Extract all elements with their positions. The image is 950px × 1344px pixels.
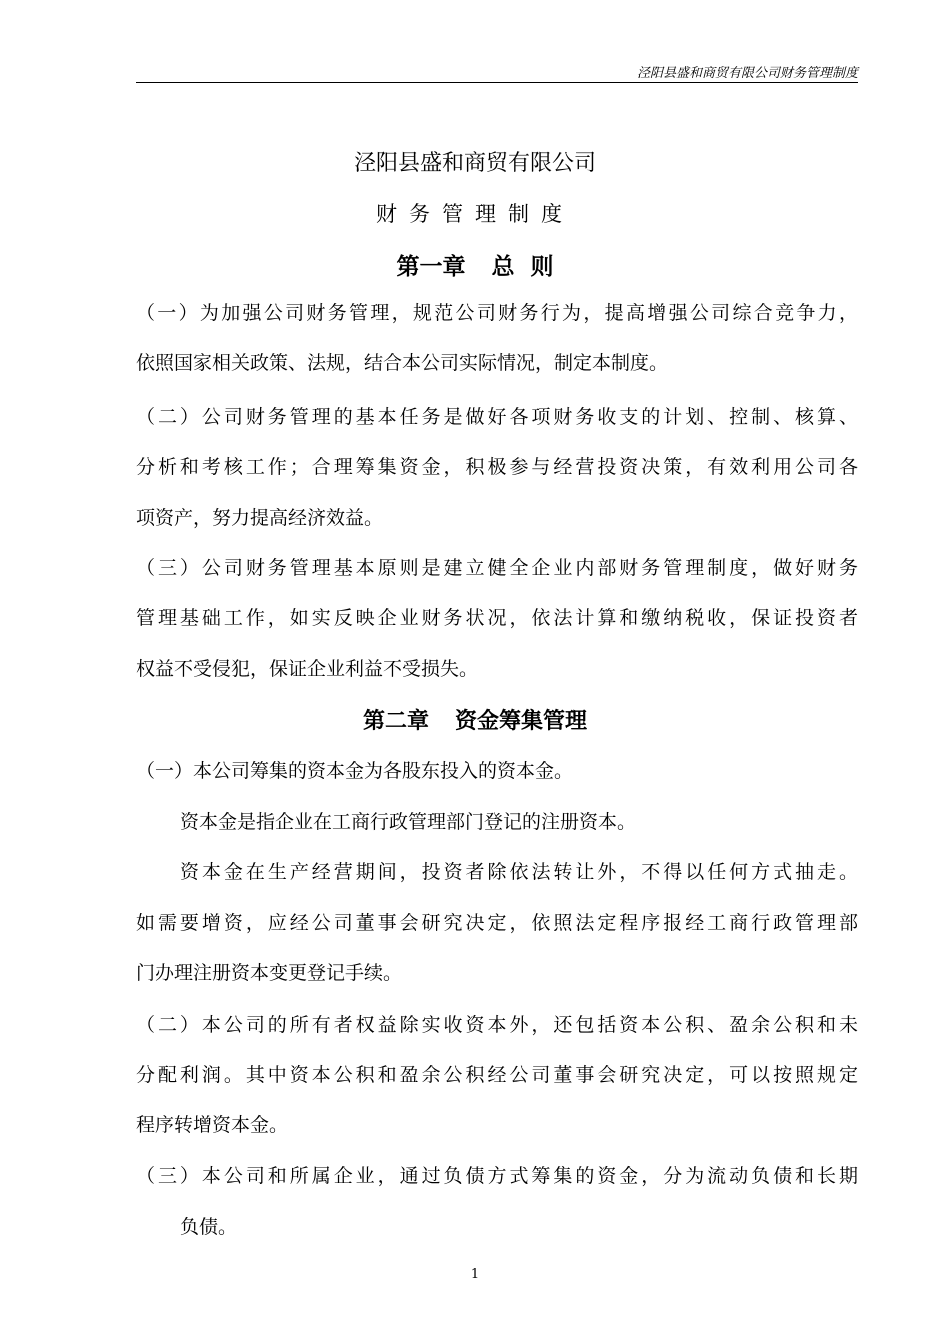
paragraph-line: （三）公司财务管理基本原则是建立健全企业内部财务管理制度，做好财务 — [136, 557, 858, 579]
paragraph-line: （一）本公司筹集的资本金为各股东投入的资本金。 — [136, 760, 574, 782]
paragraph-line: 如需要增资，应经公司董事会研究决定，依照法定程序报经工商行政管理部 — [136, 912, 858, 934]
paragraph-line: 权益不受侵犯，保证企业利益不受损失。 — [136, 658, 479, 680]
paragraph-line: 项资产，努力提高经济效益。 — [136, 507, 384, 529]
paragraph-line: 程序转增资本金。 — [136, 1114, 289, 1136]
chapter-1-heading — [0, 248, 950, 281]
paragraph-line: 依照国家相关政策、法规，结合本公司实际情况，制定本制度。 — [136, 352, 669, 374]
paragraph-line: 资本金在生产经营期间，投资者除依法转让外，不得以任何方式抽走。 — [180, 861, 858, 883]
paragraph-line: （二）公司财务管理的基本任务是做好各项财务收支的计划、控制、核算、 — [136, 406, 858, 428]
paragraph-line: （二）本公司的所有者权益除实收资本外，还包括资本公积、盈余公积和未 — [136, 1014, 858, 1036]
paragraph-line: 分析和考核工作；合理筹集资金，积极参与经营投资决策，有效利用公司各 — [136, 456, 858, 478]
company-title: 泾阳县盛和商贸有限公司 — [353, 151, 596, 176]
paragraph-line: （一）为加强公司财务管理，规范公司财务行为，提高增强公司综合竞争力， — [136, 302, 858, 324]
paragraph-line: 门办理注册资本变更登记手续。 — [136, 962, 403, 984]
paragraph-line: 分配利润。其中资本公积和盈余公积经公司董事会研究决定，可以按照规定 — [136, 1064, 858, 1086]
chapter-1-number: 第一章 — [396, 253, 466, 280]
chapter-1-name: 总 则 — [491, 253, 554, 280]
paragraph-line: 管理基础工作，如实反映企业财务状况，依法计算和缴纳税收，保证投资者 — [136, 607, 858, 629]
paragraph-line: 资本金是指企业在工商行政管理部门登记的注册资本。 — [180, 811, 637, 833]
header-divider — [136, 82, 858, 83]
chapter-2-heading — [0, 704, 950, 735]
chapter-2-name: 资金筹集管理 — [455, 708, 588, 734]
paragraph-line: （三）本公司和所属企业，通过负债方式筹集的资金，分为流动负债和长期 — [136, 1165, 858, 1187]
running-header: 泾阳县盛和商贸有限公司财务管理制度 — [636, 66, 858, 81]
chapter-2-number: 第二章 — [362, 708, 429, 734]
document-title: 财务管理制度 — [376, 202, 574, 226]
page-number: 1 — [470, 1267, 480, 1282]
paragraph-line: 负债。 — [180, 1216, 238, 1238]
